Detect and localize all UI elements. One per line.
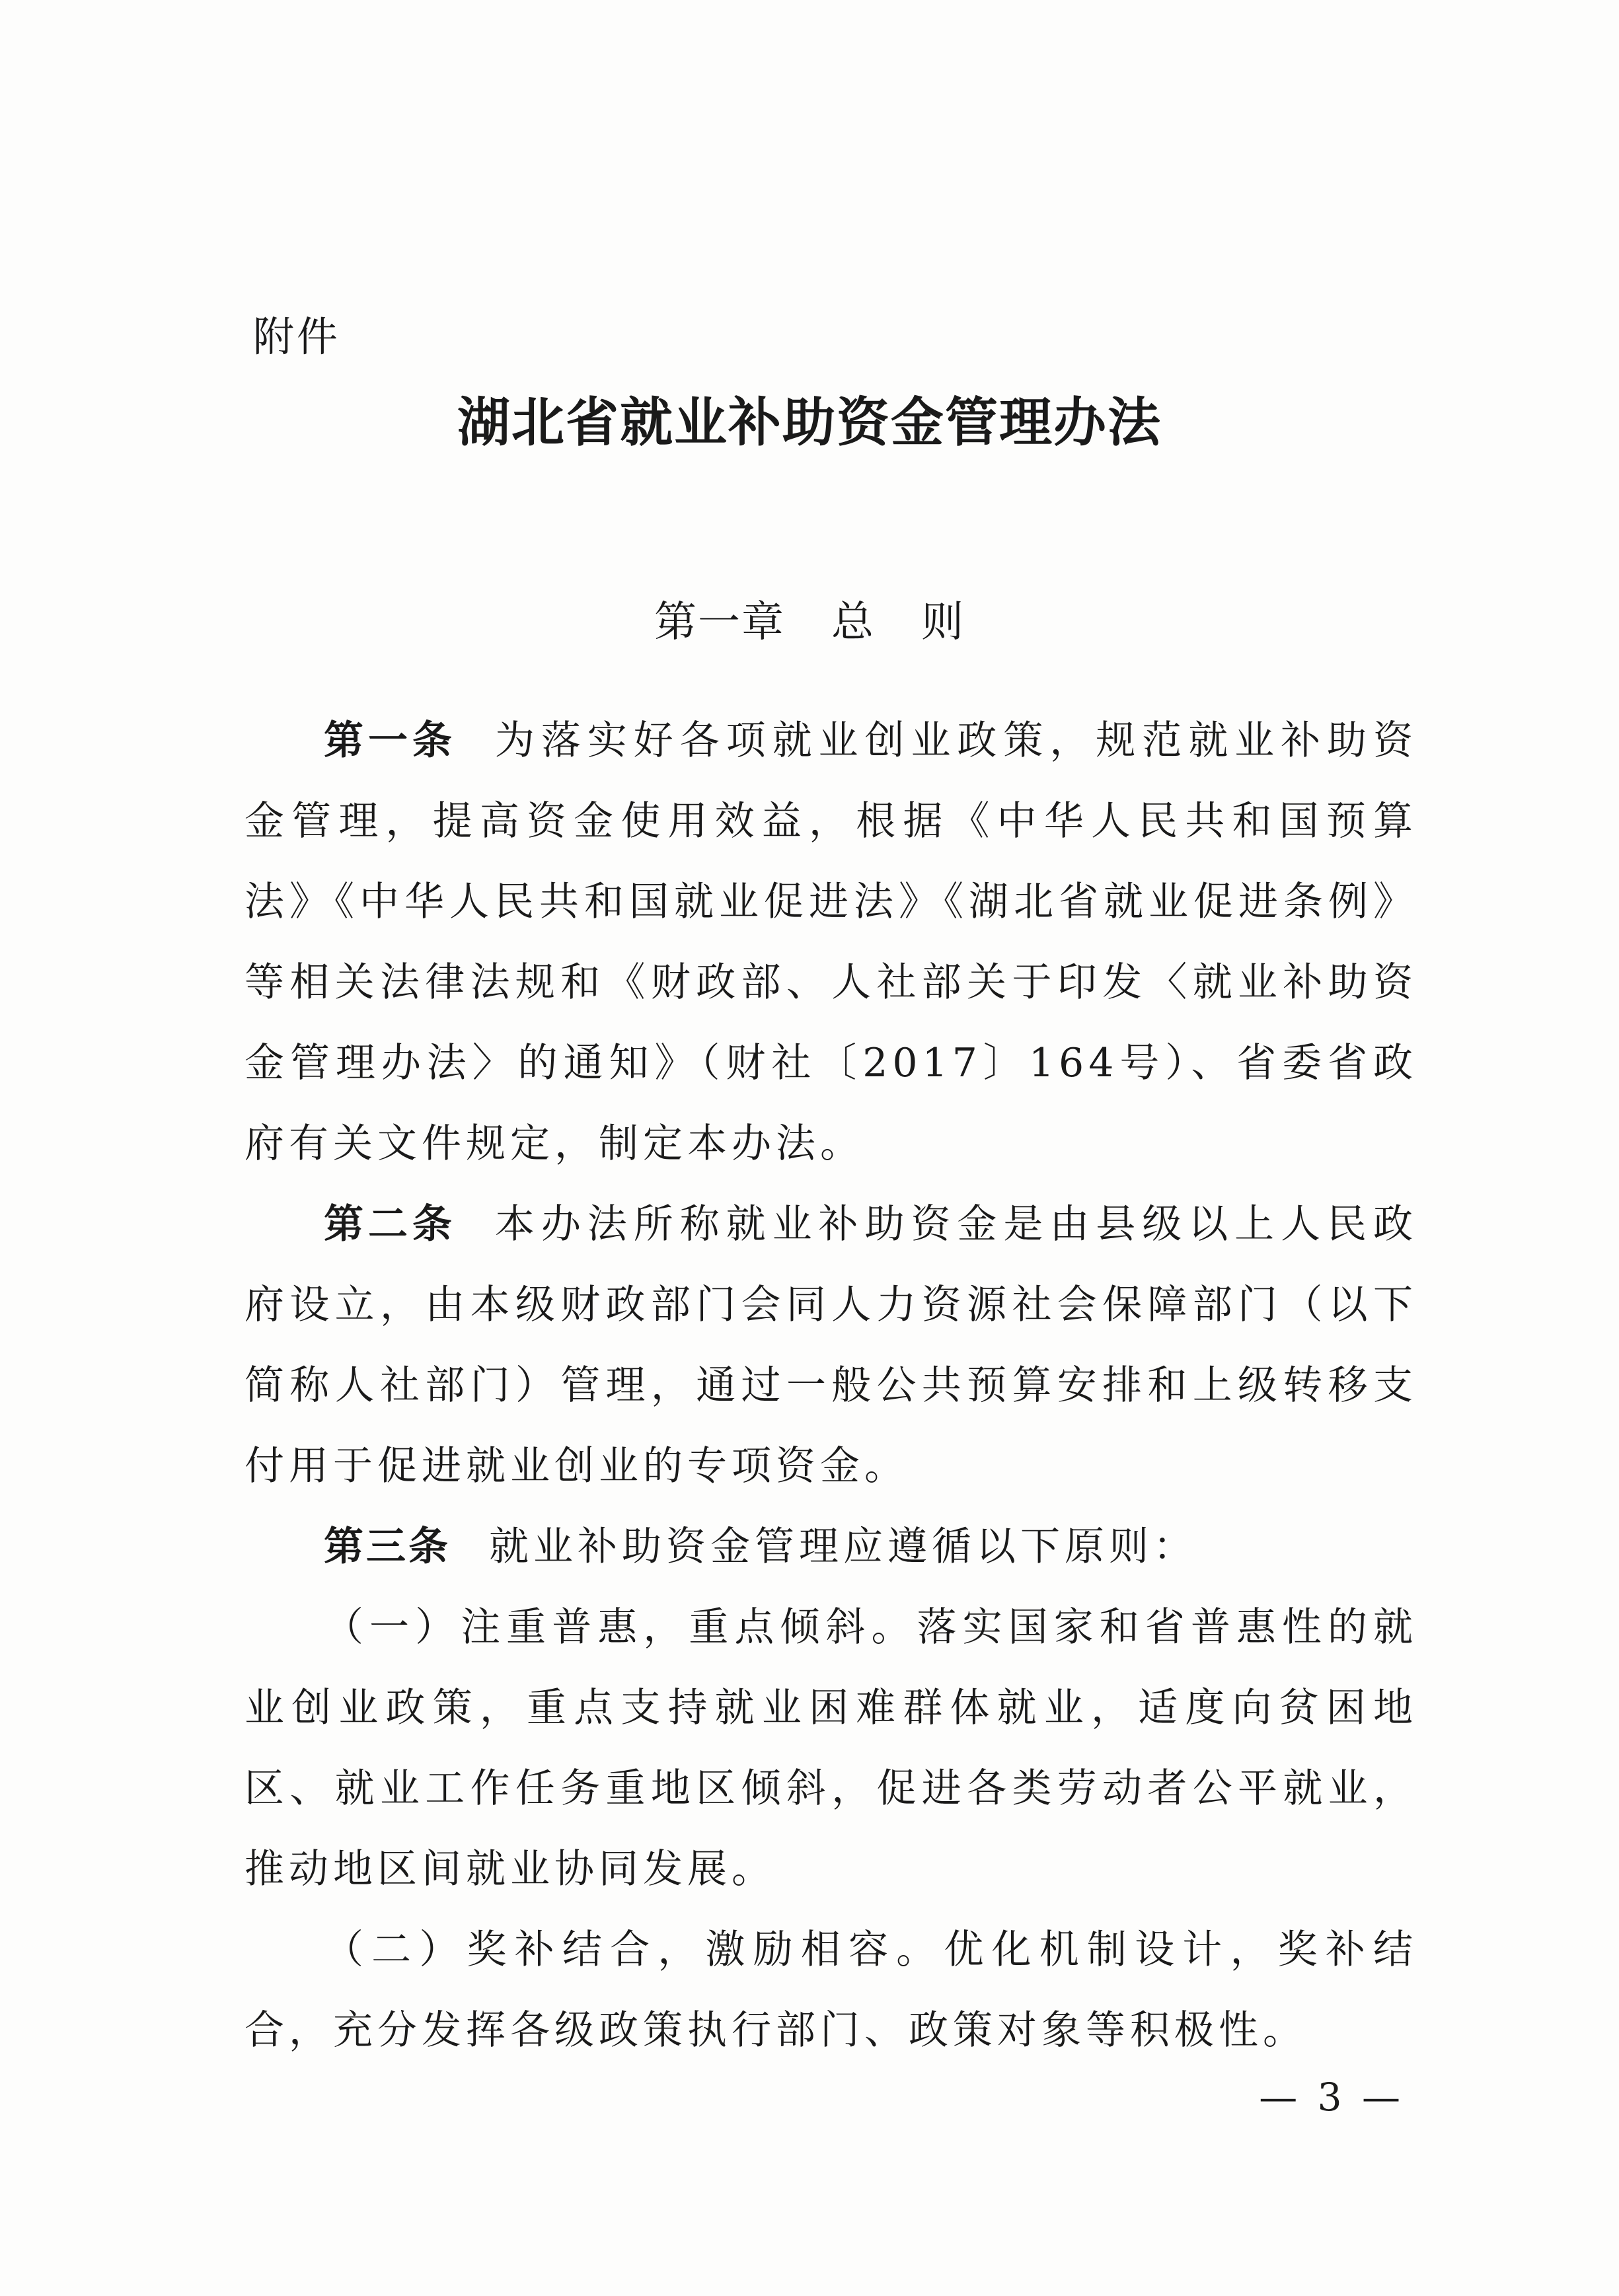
principle-paragraph: （二）奖补结合，激励相容。优化机制设计，奖补结合，充分发挥各级政策执行部门、政策对象等积极性。 [245, 1927, 1417, 2054]
document-title: 湖北省就业补助资金管理办法 [457, 391, 1162, 453]
article-text: 就业补助资金管理应遵循以下原则： [489, 1524, 1197, 1570]
article-label: 第三条 [324, 1524, 451, 1570]
chapter-name-part1: 总 [831, 598, 875, 647]
chapter-heading [0, 588, 1619, 649]
page-number: — 3 — [1259, 2075, 1404, 2120]
article-label: 第一条 [324, 718, 457, 764]
article-label: 第二条 [324, 1201, 457, 1247]
chapter-number: 第一章 [654, 598, 785, 647]
article-paragraph [245, 1506, 1417, 1587]
article-paragraph [245, 1184, 1417, 1506]
document-body [245, 700, 1417, 2071]
chapter-name-part2: 则 [921, 598, 965, 647]
article-text: 本办法所称就业补助资金是由县级以上人民政府设立，由本级财政部门会同人力资源社会保障部门（以下简称人社部门）管理，通过一般公共预算安排和上级转移支付用于促进就业创业的专项资金。 [245, 1201, 1418, 1489]
article-paragraph [245, 700, 1417, 1184]
principle-paragraph: （一）注重普惠，重点倾斜。落实国家和省普惠性的就业创业政策，重点支持就业困难群体就业，适度向贫困地区、就业工作任务重地区倾斜，促进各类劳动者公平就业，推动地区间就业协同发展。 [245, 1604, 1417, 1892]
article-text: 为落实好各项就业创业政策，规范就业补助资金管理，提高资金使用效益，根据《中华人民共和国预算法》《中华人民共和国就业促进法》《湖北省就业促进条例》等相关法律法规和《财政部、人社部关于印发〈就业补助资金管理办法〉的通知》（财社〔2017〕164号）、省委省政府有关文件规定，制定本办法。 [245, 718, 1418, 1167]
attachment-label: 附件 [253, 313, 341, 361]
